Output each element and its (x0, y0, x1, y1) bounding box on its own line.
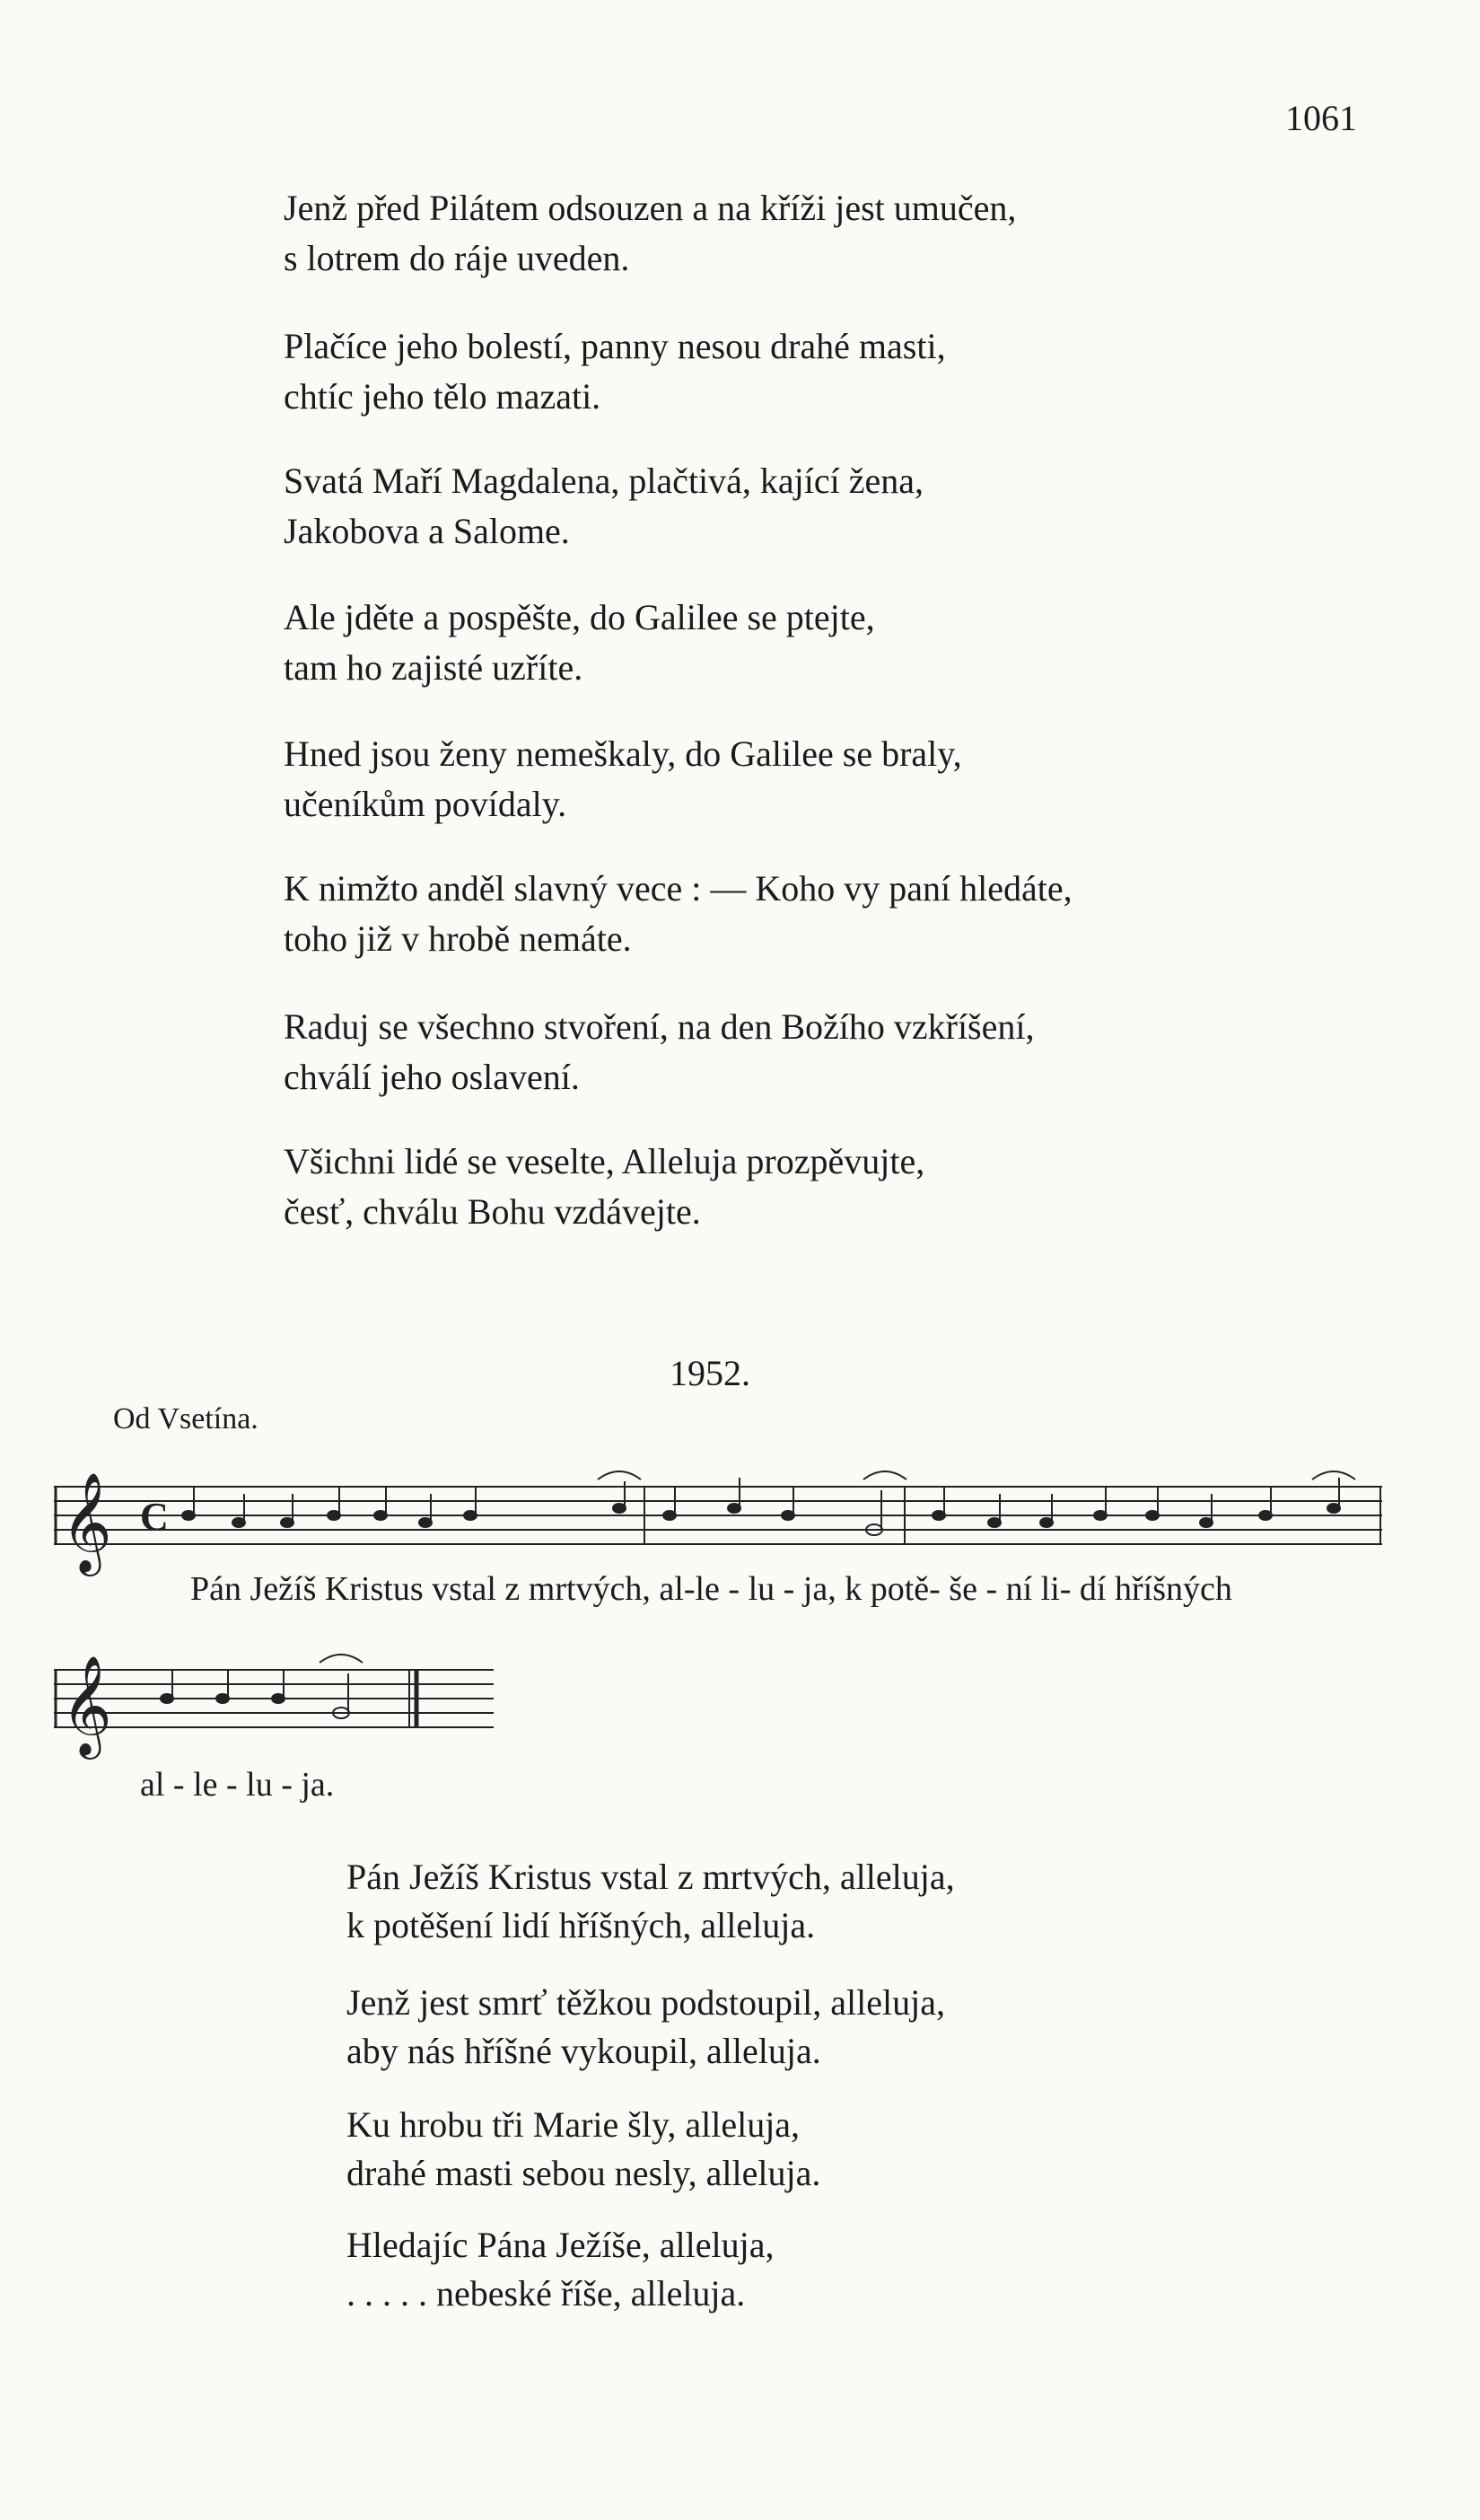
music-staff-line-2 (54, 1652, 503, 1769)
verse-line: tam ho zajisté uzříte. (284, 647, 583, 688)
verse-line: Jenž jest smrť těžkou podstoupil, alleluja, (346, 1982, 945, 2023)
stanza (284, 1137, 924, 1237)
song-origin: Od Vsetína. (113, 1402, 258, 1436)
verse-line: Plačíce jeho bolestí, panny nesou drahé masti, (284, 326, 946, 366)
verse-line: učeníkům povídaly. (284, 784, 567, 824)
verse-line: k potěšení lidí hříšných, alleluja. (346, 1905, 816, 1945)
stanza (284, 729, 962, 830)
stanza (284, 864, 1073, 964)
stanza (346, 1979, 945, 2076)
verse-line: chválí jeho oslavení. (284, 1057, 580, 1097)
treble-clef-icon: 𝄞 (61, 1655, 112, 1755)
verse-line: česť, chválu Bohu vzdávejte. (284, 1191, 701, 1232)
fermata-icon (598, 1471, 1355, 1480)
page-number: 1061 (1285, 98, 1357, 138)
stanza (284, 593, 875, 693)
stanza (346, 2101, 820, 2198)
verse-line: Jakobova a Salome. (284, 511, 570, 551)
common-time-icon: C (140, 1495, 169, 1539)
verse-line: aby nás hříšné vykoupil, alleluja. (346, 2031, 821, 2071)
verse-line: s lotrem do ráje uveden. (284, 238, 630, 278)
stanza (346, 1853, 955, 1950)
verse-line: Hned jsou ženy nemeškaly, do Galilee se braly, (284, 733, 962, 774)
verse-line: . . . . . nebeské říše, alleluja. (346, 2273, 746, 2314)
fermata-icon (320, 1655, 363, 1663)
verse-line: K nimžto anděl slavný vece : — Koho vy paní hledáte, (284, 868, 1073, 909)
verse-line: Hledajíc Pána Ježíše, alleluja, (346, 2225, 775, 2265)
verse-line: Ale jděte a pospěšte, do Galilee se ptejte, (284, 597, 875, 637)
stanza (346, 2221, 774, 2318)
verse-line: Jenž před Pilátem odsouzen a na kříži jest umučen, (284, 188, 1017, 228)
stanza (284, 183, 1016, 284)
verse-line: toho již v hrobě nemáte. (284, 918, 632, 959)
stanza (284, 1002, 1034, 1102)
song-number: 1952. (670, 1353, 750, 1393)
verse-line: drahé masti sebou nesly, alleluja. (346, 2153, 821, 2193)
music-staff-line-1 (54, 1469, 1400, 1585)
verse-line: chtíc jeho tělo mazati. (284, 376, 601, 417)
stanza (284, 456, 924, 557)
verse-line: Ku hrobu tři Marie šly, alleluja, (346, 2104, 801, 2145)
stanza (284, 321, 946, 422)
verse-line: Raduj se všechno stvoření, na den Božího vzkříšení, (284, 1006, 1035, 1047)
treble-clef-icon: 𝄞 (61, 1471, 112, 1572)
music-lyrics-line-1: Pán Ježíš Kristus vstal z mrtvých, al-le - lu - ja, k potě- še - ní li- dí hříšných (190, 1570, 1232, 1608)
music-lyrics-line-2: al - le - lu - ja. (140, 1766, 335, 1804)
verse-line: Pán Ježíš Kristus vstal z mrtvých, alleluja, (346, 1857, 955, 1897)
verse-line: Všichni lidé se veselte, Alleluja prozpěvujte, (284, 1141, 925, 1181)
verse-line: Svatá Maří Magdalena, plačtivá, kající žena, (284, 461, 924, 501)
